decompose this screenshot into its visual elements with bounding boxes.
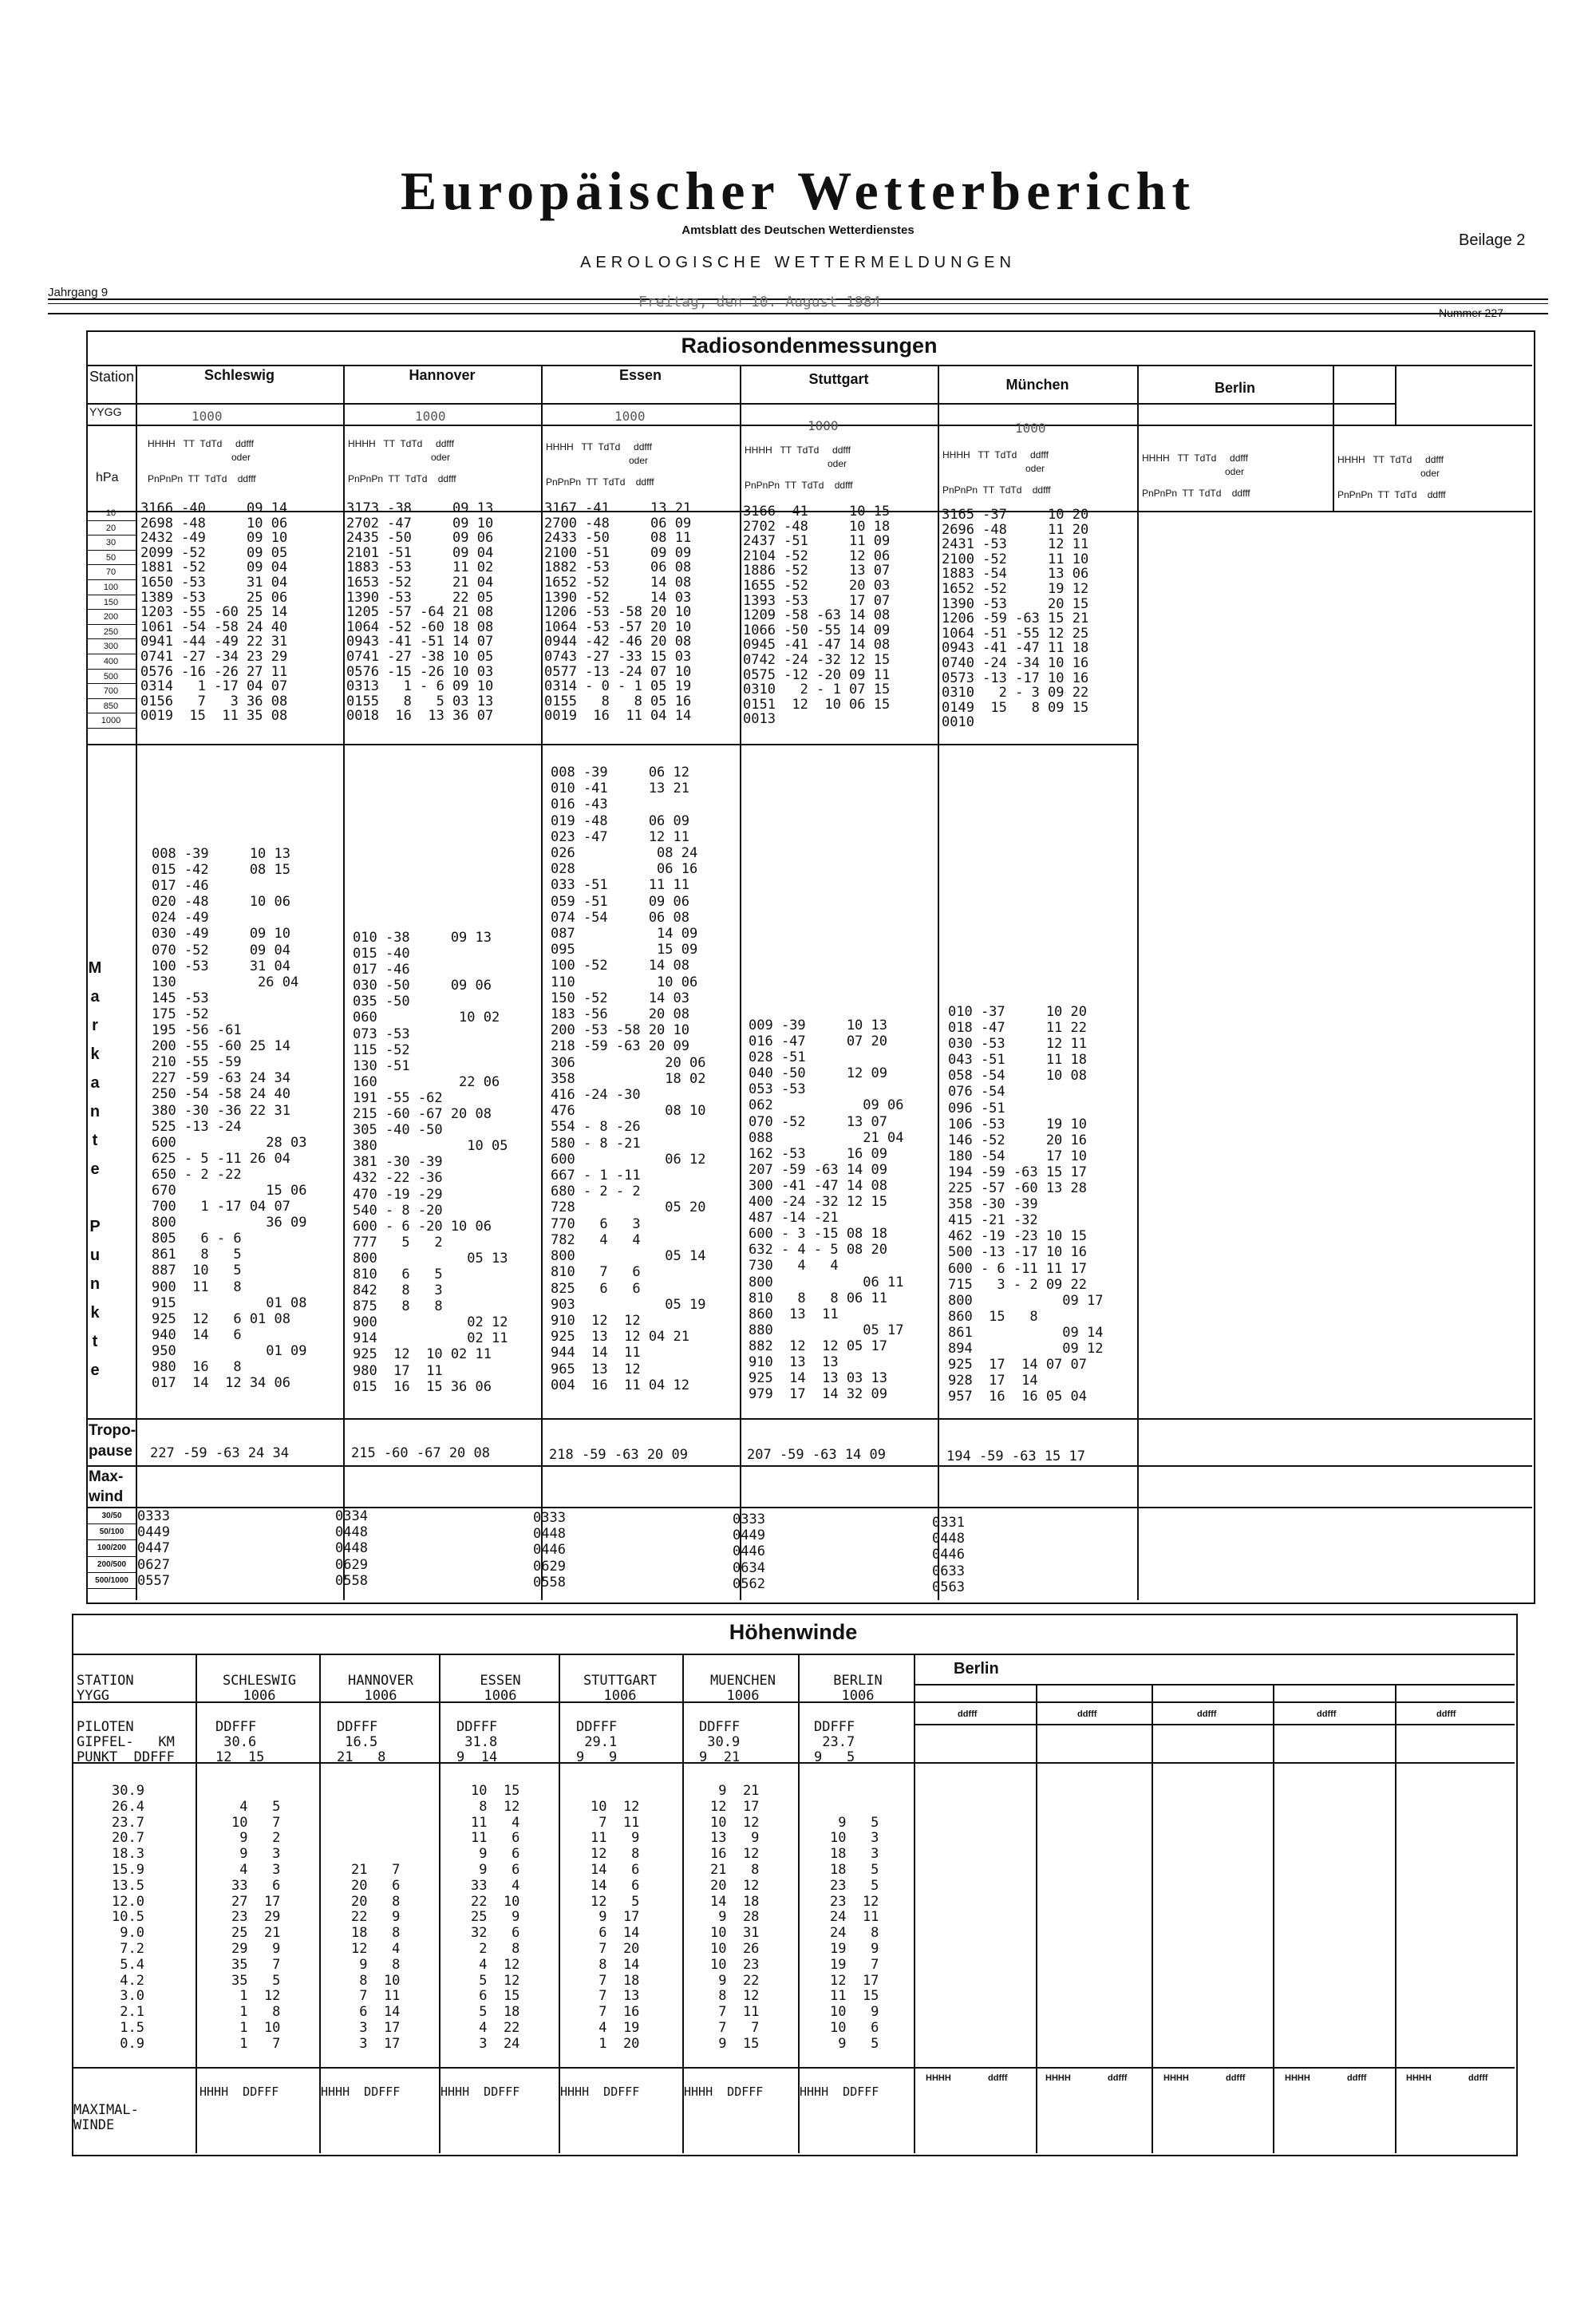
main-levels-muenchen: 3165 -37 10 20 2696 -48 11 20 2431 -53 12 11 2100 -52 11 10 1883 -54 13 06 1652 -52 19 12 1390 -53 20 15 1206 -59 -63 15 21 1064 -51 -55 12 25 0943 -41 -47 11 18 0740 -24 -34 10 16 0573 -13 -17 10 16 0310 2 - 3 09 22 0149 15 8 09 15 0010: [942, 507, 1089, 731]
markante-essen: 008 -39 06 12 010 -41 13 21 016 -43 019 -48 06 09 023 -47 12 11 026 08 24 028 06 16 033 -51 11 11 059 -51 09 06 074 -54 06 08 087 14 09 095 15 09 100 -52 14 08 110 10 06 150 -52 14 03 183 -56 20 08 200 -53 -58 20 10 218 -59 -63 20 09 306 20 06 358 18 02 416 -24 -30 476 08 10 554 - 8 -26 580 - 8 -21 600 06 12 667 - 1 -11 680 - 2 - 2 728 05 20 770 6 3 782 4 4 800 05 14 810 7 6 825 6 6 903 05 19 910 12 12 925 13 12 04 21 944 14 11 965 13 12 004 16 11 04 12: [551, 765, 706, 1393]
hw-gipfel: DDFFF 23.7 9 5: [814, 1719, 855, 1765]
hw-ddfff-label: ddfff: [958, 1709, 978, 1719]
markante-label-text: [85, 954, 105, 1385]
pressure-level: 150: [86, 595, 136, 611]
col-head-oder: oder: [1025, 463, 1045, 474]
hw-schleswig: 4 5 10 7 9 2 9 3 4 3 33 6 27 17 23 29 25 21 29 9 35 7 35 5 1 12 1 8 1 10 1 7: [231, 1798, 281, 2052]
markante-label: [85, 954, 105, 1385]
markante-letter: t: [92, 1333, 98, 1350]
max-wind-hhhh: HHHH: [1406, 2073, 1432, 2083]
pressure-level: 30: [86, 535, 136, 551]
hw-station-name: HANNOVER 1006: [348, 1673, 413, 1704]
col-head-bottom: PnPnPn TT TdTd ddfff: [1142, 488, 1250, 499]
mean-layer-label: 30/50: [86, 1508, 137, 1524]
hw-gipfel: DDFFF 30.9 9 21: [699, 1719, 741, 1765]
col-head-bottom: PnPnPn TT TdTd ddfff: [1337, 489, 1446, 500]
col-head-oder: oder: [1225, 466, 1245, 477]
beilage-label: Beilage 2: [1459, 231, 1526, 249]
tropopause-stuttgart: 207 -59 -63 14 09: [747, 1447, 886, 1463]
markante-letter: a: [90, 988, 100, 1006]
max-wind-head: HHHH DDFFF: [684, 2085, 764, 2099]
rule: [86, 744, 1138, 745]
rule: [682, 1654, 684, 2153]
main-levels-schleswig: 3166 -40 09 14 2698 -48 10 06 2432 -49 09 10 2099 -52 09 05 1881 -52 09 04 1650 -53 31 04 1389 -53 25 06 1203 -55 -60 25 14 1061 -54 -58 24 40 0941 -44 -49 22 31 0741 -27 -34 23 29 0576 -16 -26 27 11 0314 1 -17 04 07 0156 7 3 36 08 0019 15 11 35 08: [140, 500, 288, 725]
max-wind-head: HHHH DDFFF: [440, 2085, 520, 2099]
subtitle: Amtsblatt des Deutschen Wetterdienstes: [681, 223, 915, 237]
station-schleswig: Schleswig: [203, 367, 275, 383]
col-head-oder: oder: [629, 455, 649, 466]
mean-layer-label: 100/200: [86, 1540, 137, 1556]
mean-essen: 0333 0448 0446 0629 0558: [533, 1510, 566, 1591]
pressure-level: 70: [86, 565, 136, 580]
max-wind-ddfff: ddfff: [1226, 2073, 1246, 2083]
yygg-hannover: 1000: [415, 409, 446, 424]
hw-station-name: STUTTGART 1006: [583, 1673, 658, 1704]
maxwind-label: Max-wind: [89, 1468, 124, 1505]
hw-stuttgart: 10 12 7 11 11 9 12 8 14 6 14 6 12 5 9 17 6 14 7 20 8 14 7 18 7 13 7 16 4 19 1 20: [591, 1798, 640, 2052]
pressure-level: 300: [86, 639, 136, 654]
hw-gipfel: DDFFF 16.5 21 8: [337, 1719, 386, 1765]
max-wind-head: HHHH DDFFF: [200, 2085, 279, 2099]
hw-essen: 10 15 8 12 11 4 11 6 9 6 9 6 33 4 22 10 25 9 32 6 2 8 4 12 5 12 6 15 5 18 4 22 3 24: [471, 1783, 520, 2052]
pressure-level: 500: [86, 670, 136, 685]
station-label: Station: [89, 369, 135, 385]
mean-hannover: 0334 0448 0448 0629 0558: [335, 1508, 368, 1589]
max-wind-head: HHHH DDFFF: [800, 2085, 879, 2099]
hw-ddfff-label: ddfff: [1077, 1709, 1097, 1719]
mean-stuttgart: 0333 0449 0446 0634 0562: [733, 1512, 765, 1592]
rule: [1137, 365, 1139, 1600]
rule: [86, 365, 1532, 366]
mean-layer-label: 50/100: [86, 1524, 137, 1540]
hpa-label: hPa: [96, 471, 119, 484]
markante-letter: P: [89, 1218, 101, 1235]
pressure-level: 20: [86, 521, 136, 536]
yygg-essen: 1000: [614, 409, 646, 424]
main-levels-hannover: 3173 -38 09 13 2702 -47 09 10 2435 -50 09 06 2101 -51 09 04 1883 -53 11 02 1653 -52 21 04 1390 -53 22 05 1205 -57 -64 21 08 1064 -52 -60 18 08 0943 -41 -51 14 07 0741 -27 -38 10 05 0576 -15 -26 10 03 0313 1 - 6 09 10 0155 8 5 03 13 0018 16 13 36 07: [346, 500, 494, 725]
pressure-level: 200: [86, 610, 136, 625]
markante-muenchen: 010 -37 10 20 018 -47 11 22 030 -53 12 11 043 -51 11 18 058 -54 10 08 076 -54 096 -51 106 -53 19 10 146 -52 20 16 180 -54 17 10 194 -59 -63 15 17 225 -57 -60 13 28 358 -30 -39 415 -21 -32 462 -19 -23 10 15 500 -13 -17 10 16 600 - 6 -11 11 17 715 3 - 2 09 22 800 09 17 860 15 8 861 09 14 894 09 12 925 17 14 07 07 928 17 14 957 16 16 05 04: [948, 1004, 1104, 1405]
station-essen: Essen: [618, 367, 662, 383]
hw-ddfff-label: ddfff: [1436, 1709, 1456, 1719]
col-head-top: HHHH TT TdTd ddfff: [745, 445, 851, 456]
rule: [1395, 365, 1396, 425]
max-wind-ddfff: ddfff: [1108, 2073, 1128, 2083]
rule: [86, 1465, 1532, 1467]
col-head-top: HHHH TT TdTd ddfff: [348, 438, 454, 449]
rule: [1036, 1684, 1037, 2153]
max-wind-ddfff: ddfff: [1468, 2073, 1488, 2083]
hw-gipfel: DDFFF 31.8 9 14: [456, 1719, 498, 1765]
markante-letter: k: [90, 1304, 100, 1322]
hw-ddfff-label: ddfff: [1197, 1709, 1217, 1719]
yygg-label: YYGG: [89, 405, 122, 418]
hw-station-label: STATION YYGG: [77, 1673, 134, 1704]
pressure-level: 50: [86, 551, 136, 566]
markante-letter: a: [90, 1074, 100, 1092]
rule: [72, 1654, 1515, 1655]
mean-schleswig: 0333 0449 0447 0627 0557: [137, 1508, 170, 1589]
col-head-top: HHHH TT TdTd ddfff: [942, 449, 1049, 460]
pressure-level: 100: [86, 580, 136, 595]
max-wind-hhhh: HHHH: [1163, 2073, 1189, 2083]
hw-gipfel: DDFFF 30.6 12 15: [215, 1719, 265, 1765]
hw-station-name: BERLIN 1006: [833, 1673, 883, 1704]
col-head-top: HHHH TT TdTd ddfff: [1337, 454, 1444, 465]
yygg-schleswig: 1000: [192, 409, 223, 424]
col-head-bottom: PnPnPn TT TdTd ddfff: [148, 473, 256, 484]
rule: [798, 1654, 800, 2153]
col-head-oder: oder: [431, 452, 451, 463]
markante-stuttgart: 009 -39 10 13 016 -47 07 20 028 -51 040 -50 12 09 053 -53 062 09 06 070 -52 13 07 088 21 04 162 -53 16 09 207 -59 -63 14 09 300 -41 -47 14 08 400 -24 -32 12 15 487 -14 -21 600 - 3 -15 08 18 632 - 4 - 5 08 20 730 4 4 800 06 11 810 8 8 06 11 860 13 11 880 05 17 882 12 12 05 17 910 13 13 925 14 13 03 13 979 17 14 32 09: [749, 1018, 904, 1403]
maximal-winde-label: MAXIMAL- WINDE: [73, 2102, 139, 2133]
hoehenwinde-title: Höhenwinde: [729, 1620, 858, 1644]
markante-letter: e: [90, 1160, 100, 1178]
tropopause-essen: 218 -59 -63 20 09: [549, 1447, 688, 1463]
pressure-level: 10: [86, 506, 136, 521]
rule: [1333, 365, 1334, 511]
rule: [319, 1654, 321, 2153]
rule: [1395, 1684, 1396, 2153]
rule: [740, 365, 741, 1600]
markante-letter: n: [89, 1103, 101, 1120]
hw-heights: 30.9 26.4 23.7 20.7 18.3 15.9 13.5 12.0 10.5 9.0 7.2 5.4 4.2 3.0 2.1 1.5 0.9: [112, 1783, 144, 2052]
rule: [439, 1654, 440, 2153]
tropopause-muenchen: 194 -59 -63 15 17: [946, 1448, 1085, 1464]
rule: [914, 1654, 915, 2153]
hw-hannover: 21 7 20 6 20 8 22 9 18 8 12 4 9 8 8 10 7 11 6 14 3 17 3 17: [351, 1861, 401, 2052]
col-head-bottom: PnPnPn TT TdTd ddfff: [745, 480, 853, 491]
rule: [72, 2067, 1515, 2069]
rule: [541, 365, 543, 1600]
tropopause-schleswig: 227 -59 -63 24 34: [150, 1445, 289, 1461]
max-wind-hhhh: HHHH: [926, 2073, 951, 2083]
main-levels-stuttgart: 3166 -41 10 15 2702 -48 10 18 2437 -51 11 09 2104 -52 12 06 1886 -52 13 07 1655 -52 20 03 1393 -53 17 07 1209 -58 -63 14 08 1066 -50 -55 14 09 0945 -41 -47 14 08 0742 -24 -32 12 15 0575 -12 -20 09 11 0310 2 - 1 07 15 0151 12 10 06 15 0013: [743, 504, 891, 728]
col-head-bottom: PnPnPn TT TdTd ddfff: [546, 476, 654, 488]
hw-station-name: MUENCHEN 1006: [710, 1673, 776, 1704]
rule: [196, 1654, 197, 2153]
station-stuttgart: Stuttgart: [808, 371, 869, 387]
rule: [86, 1418, 1532, 1420]
rule: [914, 1684, 1515, 1685]
markante-letter: k: [90, 1045, 100, 1063]
max-wind-hhhh: HHHH: [1045, 2073, 1071, 2083]
pressure-level: 850: [86, 699, 136, 714]
station-berlin: Berlin: [1214, 380, 1255, 396]
hw-berlin: 9 5 10 3 18 3 18 5 23 5 23 12 24 11 24 8 19 9 19 7 12 17 11 15 10 9 10 6 9 5: [830, 1814, 879, 2052]
markante-letter: r: [92, 1017, 98, 1034]
issue-number: Nummer 227: [1439, 306, 1503, 319]
rule: [1152, 1684, 1153, 2153]
markante-letter: t: [92, 1132, 98, 1149]
rule: [1273, 1684, 1274, 2153]
col-head-bottom: PnPnPn TT TdTd ddfff: [942, 484, 1051, 496]
markante-letter: n: [89, 1275, 101, 1293]
rule: [914, 1724, 1515, 1725]
col-head-oder: oder: [828, 458, 847, 469]
hw-station-name: ESSEN 1006: [480, 1673, 521, 1704]
markante-letter: [85, 1184, 105, 1212]
rule: [136, 365, 137, 1600]
col-head-bottom: PnPnPn TT TdTd ddfff: [348, 473, 456, 484]
tropopause-label: Tropo-pause: [89, 1422, 136, 1460]
col-head-top: HHHH TT TdTd ddfff: [148, 438, 254, 449]
col-head-oder: oder: [1420, 468, 1440, 479]
max-wind-head: HHHH DDFFF: [321, 2085, 401, 2099]
hw-piloten-label: PILOTEN GIPFEL- KM PUNKT DDFFF: [77, 1719, 175, 1765]
markante-letter: u: [89, 1247, 101, 1264]
max-wind-head: HHHH DDFFF: [560, 2085, 640, 2099]
radiosonde-title: Radiosondenmessungen: [681, 334, 938, 358]
pressure-level: 700: [86, 684, 136, 699]
jahrgang-label: Jahrgang 9: [48, 286, 109, 299]
rule: [559, 1654, 560, 2153]
col-head-top: HHHH TT TdTd ddfff: [546, 441, 652, 452]
max-wind-ddfff: ddfff: [1347, 2073, 1367, 2083]
max-wind-hhhh: HHHH: [1285, 2073, 1310, 2083]
pressure-level: 400: [86, 654, 136, 670]
markante-letter: M: [88, 959, 102, 977]
station-hannover: Hannover: [409, 367, 476, 383]
rule: [72, 1762, 1515, 1764]
mean-layer-label: 200/500: [86, 1557, 137, 1573]
markante-hannover: 010 -38 09 13 015 -40 017 -46 030 -50 09 06 035 -50 060 10 02 073 -53 115 -52 130 -51 160 22 06 191 -55 -62 215 -60 -67 20 08 305 -40 -50 380 10 05 381 -30 -39 432 -22 -36 470 -19 -29 540 - 8 -20 600 - 6 -20 10 06 777 5 2 800 05 13 810 6 5 842 8 3 875 8 8 900 02 12 914 02 11 925 12 10 02 11 980 17 11 015 16 15 36 06: [353, 930, 508, 1395]
section-heading: AEROLOGISCHE WETTERMELDUNGEN: [580, 254, 1016, 271]
hw-station-name: SCHLESWIG 1006: [222, 1673, 297, 1704]
markante-schleswig: 008 -39 10 13 015 -42 08 15 017 -46 020 -48 10 06 024 -49 030 -49 09 10 070 -52 09 04 100 -53 31 04 130 26 04 145 -53 175 -52 195 -56 -61 200 -55 -60 25 14 210 -55 -59 227 -59 -63 24 34 250 -54 -58 24 40 380 -30 -36 22 31 525 -13 -24 600 28 03 625 - 5 -11 26 04 650 - 2 -22 670 15 06 700 1 -17 04 07 800 36 09 805 6 - 6 861 8 5 887 10 5 900 11 8 915 01 08 925 12 6 01 08 940 14 6 950 01 09 980 16 8 017 14 12 34 06: [152, 846, 307, 1392]
rule: [938, 365, 939, 1600]
header-rule-bottom: [48, 313, 1548, 314]
yygg-muenchen: 1000: [1015, 421, 1046, 436]
hw-muenchen: 9 21 12 17 10 12 13 9 16 12 21 8 20 12 14 18 9 28 10 31 10 26 10 23 9 22 8 12 7 11 7 7 9 15: [710, 1783, 760, 2052]
main-levels-essen: 3167 -41 13 21 2700 -48 06 09 2433 -50 08 11 2100 -51 09 09 1882 -53 06 08 1652 -52 14 08 1390 -52 14 03 1206 -53 -58 20 10 1064 -53 -57 20 10 0944 -42 -46 20 08 0743 -27 -33 15 03 0577 -13 -24 07 10 0314 - 0 - 1 05 19 0155 8 8 05 16 0019 16 11 04 14: [544, 500, 692, 725]
pressure-level: 1000: [86, 713, 136, 729]
rule: [86, 1507, 1532, 1508]
col-head-oder: oder: [231, 452, 251, 463]
yygg-stuttgart: 1000: [808, 418, 839, 433]
hw-berlin-label: Berlin: [954, 1660, 999, 1678]
markante-letter: e: [90, 1361, 100, 1379]
col-head-top: HHHH TT TdTd ddfff: [1142, 452, 1248, 464]
tropopause-hannover: 215 -60 -67 20 08: [351, 1445, 490, 1461]
hw-ddfff-label: ddfff: [1317, 1709, 1337, 1719]
hw-gipfel: DDFFF 29.1 9 9: [576, 1719, 618, 1765]
max-wind-ddfff: ddfff: [988, 2073, 1008, 2083]
rule: [343, 365, 345, 1600]
page-title: Europäischer Wetterbericht: [400, 160, 1195, 221]
date-label: Freitag, den 10. August 1984: [638, 294, 881, 310]
mean-muenchen: 0331 0448 0446 0633 0563: [932, 1515, 965, 1595]
pressure-level: 250: [86, 625, 136, 640]
station-muenchen: München: [1005, 377, 1069, 393]
mean-layer-label: 500/1000: [86, 1573, 137, 1589]
